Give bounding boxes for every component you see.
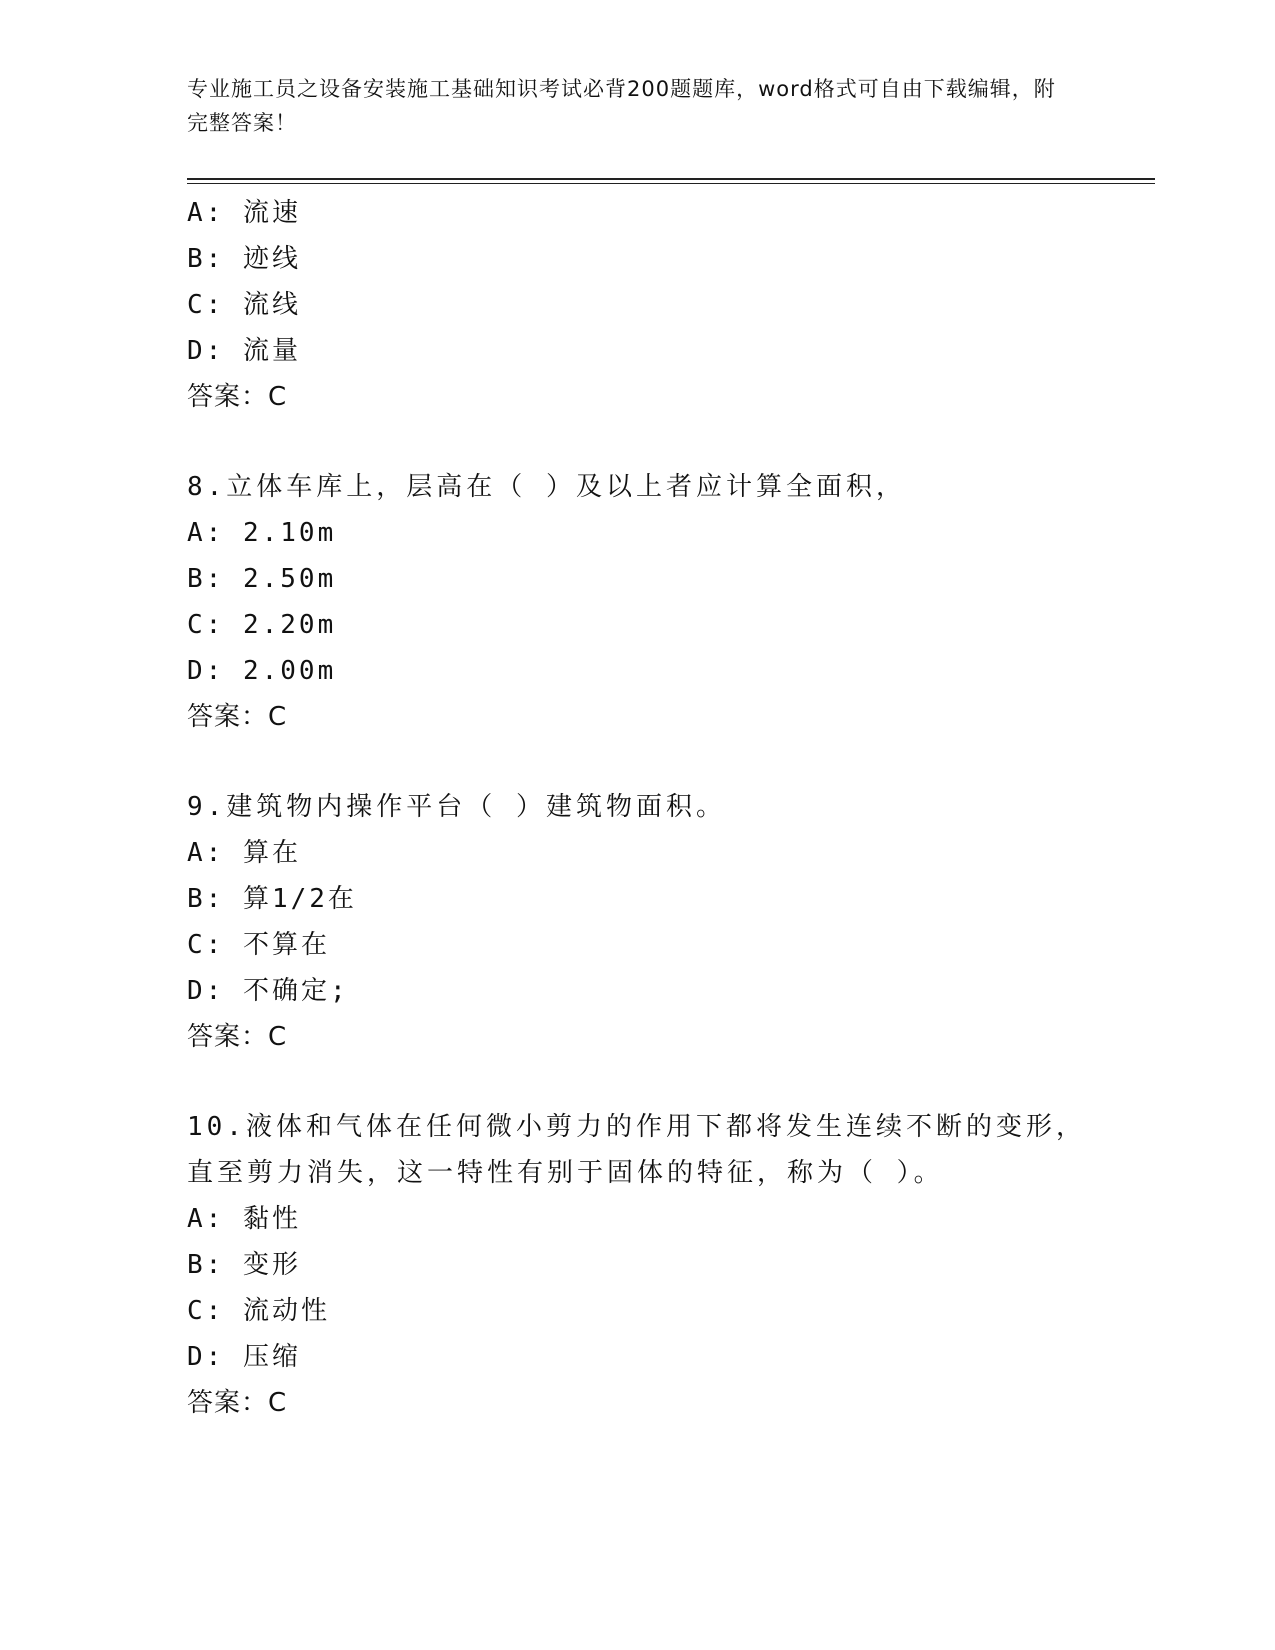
- answer-line: 答案：C: [187, 1022, 288, 1052]
- answer-line: 答案：C: [187, 382, 288, 412]
- question-block-8: [187, 464, 1087, 740]
- answer-line: 答案：C: [187, 1388, 288, 1418]
- question-block-10: [187, 1104, 1087, 1426]
- document-header: 专业施工员之设备安装施工基础知识考试必背200题题库，word格式可自由下载编辑，附完整答案！: [187, 77, 1056, 135]
- option-a: A: 算在: [187, 838, 301, 868]
- option-d: D: 流量: [187, 336, 301, 366]
- option-d: D: 不确定;: [187, 976, 349, 1006]
- option-b: B: 算1/2在: [187, 884, 357, 914]
- option-c: C: 流线: [187, 290, 301, 320]
- option-c: C: 2.20m: [187, 610, 337, 640]
- option-a: A: 黏性: [187, 1204, 301, 1234]
- option-b: B: 变形: [187, 1250, 301, 1280]
- option-a: A: 流速: [187, 198, 301, 228]
- answer-line: 答案：C: [187, 702, 288, 732]
- question-block-continued: [187, 190, 1087, 420]
- header-divider-thick: [187, 178, 1155, 180]
- question-content: [187, 190, 1087, 1426]
- question-text: 10.液体和气体在任何微小剪力的作用下都将发生连续不断的变形，直至剪力消失，这一特性有别于固体的特征，称为（ ）。: [187, 1112, 1086, 1188]
- option-c: C: 不算在: [187, 930, 330, 960]
- question-block-9: [187, 784, 1087, 1060]
- option-d: D: 2.00m: [187, 656, 337, 686]
- option-b: B: 2.50m: [187, 564, 337, 594]
- question-text: 8.立体车库上，层高在（ ）及以上者应计算全面积，: [187, 472, 906, 502]
- option-d: D: 压缩: [187, 1342, 301, 1372]
- option-b: B: 迹线: [187, 244, 301, 274]
- option-a: A: 2.10m: [187, 518, 337, 548]
- header-divider-thin: [187, 183, 1155, 184]
- question-text: 9.建筑物内操作平台（ ）建筑物面积。: [187, 792, 726, 822]
- option-c: C: 流动性: [187, 1296, 330, 1326]
